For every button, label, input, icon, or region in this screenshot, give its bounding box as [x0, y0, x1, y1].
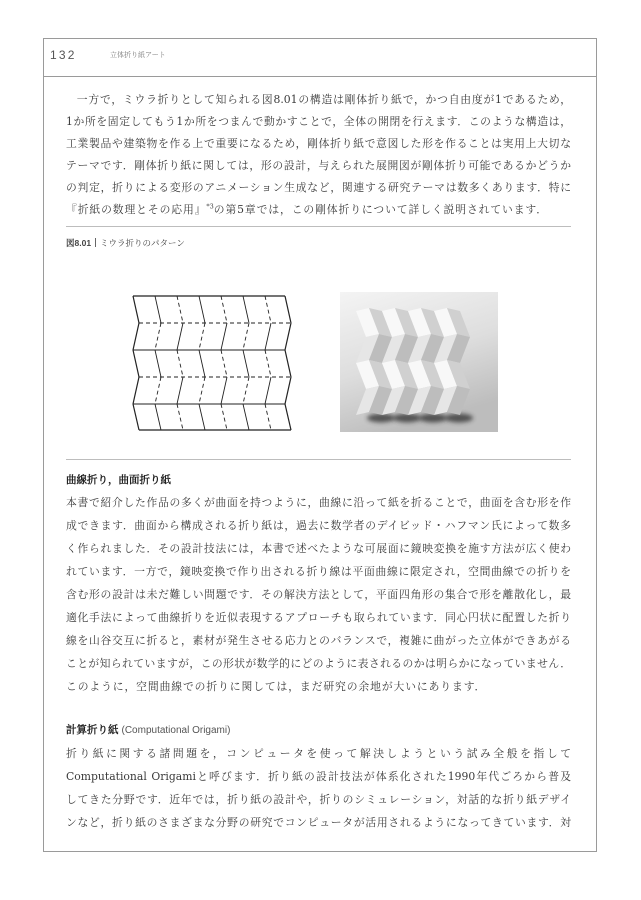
mountain-fold-line: [177, 377, 183, 404]
mountain-fold-line: [221, 323, 227, 350]
mountain-fold-line: [221, 377, 227, 404]
mountain-fold-line: [199, 296, 205, 323]
text-line: 折り紙に関する諸問題を，コンピュータを使って解決しようという試み全般を指して: [66, 747, 571, 760]
header-rule: [43, 76, 596, 77]
mountain-fold-line: [243, 404, 249, 430]
valley-fold-line: [221, 296, 227, 323]
page-number: 132: [50, 48, 77, 62]
section-heading-computational-origami: [66, 723, 230, 738]
book-reference: 『折紙の数理とその応用』: [66, 203, 207, 216]
valley-fold-line: [177, 350, 183, 377]
text-line-last: このように，空間曲線での折りに関しては，まだ研究の余地が大いにあります．: [66, 680, 487, 693]
pattern-border: [285, 323, 291, 350]
valley-fold-line: [265, 404, 271, 430]
miura-crease-pattern: [128, 290, 298, 436]
curved-folding-paragraph: [66, 491, 571, 698]
valley-fold-line: [221, 350, 227, 377]
mountain-fold-line: [265, 377, 271, 404]
text-line: 含む形の設計は未だ難しい問題です．その解決方法として，平面四角形の集合で形を離散化し，最: [66, 588, 571, 601]
mountain-fold-line: [155, 350, 161, 377]
heading-english: (Computational Origami): [121, 725, 231, 736]
text-line: してきた分野です．近年では，折り紙の設計や，折りのシミュレーション，対話的な折り紙デザイ: [66, 793, 571, 806]
pattern-border: [285, 350, 291, 377]
valley-fold-line: [265, 350, 271, 377]
text-line: 成できます．曲面から構成される折り紙は，過去に数学者のデイビッド・ハフマン氏によって数多: [66, 519, 571, 532]
footnote-marker: *3: [206, 202, 214, 211]
paper-shadow: [393, 414, 421, 423]
paper-shadow: [445, 414, 473, 423]
figure-bottom-rule: [66, 459, 571, 460]
text-line: 一方で，ミウラ折りとして知られる図8.01の構造は剛体折り紙で，かつ自由度が1であるため，: [76, 93, 571, 106]
pattern-border: [285, 377, 291, 404]
pattern-border: [133, 323, 139, 350]
pattern-border: [285, 296, 291, 323]
mountain-fold-line: [155, 404, 161, 430]
valley-fold-line: [243, 323, 249, 350]
text-line: ンなど，折り紙のさまざまな分野の研究でコンピュータが活用されるようになってきています．対: [66, 816, 571, 829]
miura-fold-photo: [340, 292, 498, 432]
pattern-border: [285, 404, 291, 430]
text-line: 本書で紹介した作品の多くが曲面を持つように，曲線に沿って紙を折ることで，曲面を含む形を作: [66, 496, 571, 509]
valley-fold-line: [177, 296, 183, 323]
text-line: 1か所を固定してもう1か所をつまんで動かすことで，全体の開閉を行えます．このような構造は，: [66, 115, 571, 128]
pattern-border: [133, 296, 139, 323]
text-line: 線を山谷交互に折ると，素材が発生させる応力とのバランスで，複雑に曲がった立体ができあがる: [66, 634, 571, 647]
caption-separator: [95, 238, 96, 247]
mountain-fold-line: [265, 323, 271, 350]
valley-fold-line: [221, 404, 227, 430]
mountain-fold-line: [243, 350, 249, 377]
section-heading-curved-folding: 曲線折り，曲面折り紙: [66, 474, 171, 486]
running-title: 立体折り紙アート: [110, 52, 166, 59]
mountain-fold-line: [177, 323, 183, 350]
text-line: Computational Origamiと呼びます．折り紙の設計技法が体系化された1990年代ごろから普及: [66, 770, 571, 783]
text-line: テーマです．剛体折り紙に関しては，形の設計，与えられた展開図が剛体折り可能であるかどうか: [66, 159, 571, 172]
intro-paragraph: [66, 89, 571, 221]
text-line: の判定，折りによる変形のアニメーション生成など，関連する研究テーマは数多くあります．特に: [66, 181, 571, 194]
valley-fold-line: [177, 404, 183, 430]
text-line-last: [66, 199, 571, 221]
pattern-border: [133, 350, 139, 377]
figure-top-rule: [66, 226, 571, 227]
figure-caption: [66, 237, 185, 249]
text-line: く作られました．その設計技法には，本書で述べたような可展面に鏡映変換を施す方法が広く使わ: [66, 542, 571, 555]
valley-fold-line: [155, 323, 161, 350]
computational-origami-paragraph: [66, 742, 571, 834]
text-line: れています．一方で，鏡映変換で作り出される折り線は平面曲線に限定され，空間曲線での折りを: [66, 565, 571, 578]
valley-fold-line: [155, 377, 161, 404]
figure-title: ミウラ折りのパターン: [100, 238, 185, 248]
valley-fold-line: [265, 296, 271, 323]
valley-fold-line: [199, 377, 205, 404]
valley-fold-line: [243, 377, 249, 404]
pattern-border: [133, 404, 139, 430]
text-line: 工業製品や建築物を作る上で重要になるため，剛体折り紙で意図した形を作ることは実用上大切な: [66, 137, 571, 150]
mountain-fold-line: [155, 296, 161, 323]
mountain-fold-line: [199, 404, 205, 430]
heading-text: 計算折り紙: [66, 724, 119, 736]
pattern-border: [133, 377, 139, 404]
mountain-fold-line: [243, 296, 249, 323]
mountain-fold-line: [199, 350, 205, 377]
paper-shadow: [367, 414, 395, 423]
text-line: 適化手法によって曲線折りを近似表現するアプローチも取られています．同心円状に配置した折り: [66, 611, 571, 624]
text-fragment: の第5章では，この剛体折りについて詳しく説明されています．: [213, 203, 548, 216]
paper-shadow: [419, 414, 447, 423]
valley-fold-line: [199, 323, 205, 350]
figure-label: 図8.01: [66, 238, 92, 248]
text-line: ことが知られていますが，この形状が数学的にどのように表されるのかは明らかになっていません．: [66, 657, 571, 670]
